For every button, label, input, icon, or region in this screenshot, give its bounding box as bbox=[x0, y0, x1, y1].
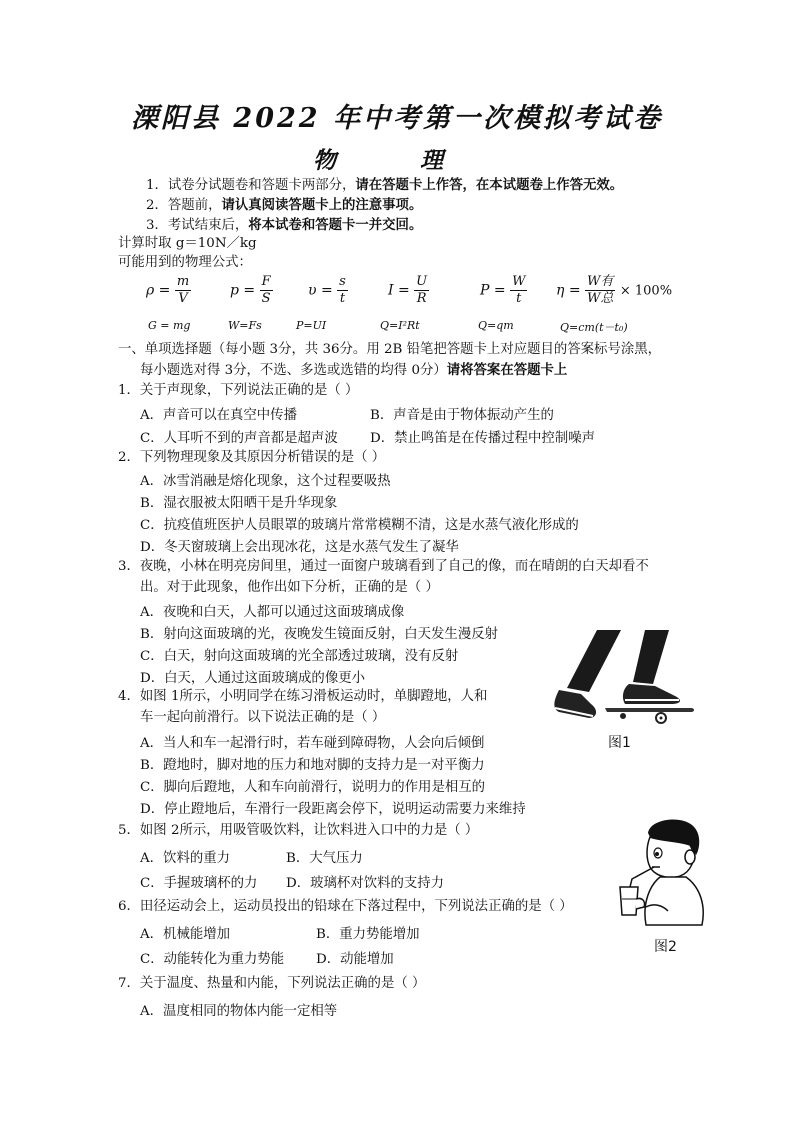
q3-option-a: A．夜晚和白天，人都可以通过这面玻璃成像 bbox=[140, 605, 405, 620]
formula-efficiency: η = $\frac{\text{W有}}{\text{W总}}$ × 100% bbox=[556, 274, 673, 306]
q2-option-b: B．湿衣服被太阳晒干是升华现象 bbox=[140, 496, 338, 511]
q3-option-b: B．射向这面玻璃的光，夜晚发生镜面反射，白天发生漫反射 bbox=[140, 627, 498, 642]
q1-option-b: B．声音是由于物体振动产生的 bbox=[370, 408, 554, 423]
formula-fuel-heat: Q=qm bbox=[478, 319, 514, 332]
q6-option-c: C．动能转化为重力势能 bbox=[140, 952, 285, 967]
q1-option-a: A．声音可以在真空中传播 bbox=[140, 408, 297, 423]
boy-drinking-illustration bbox=[610, 815, 710, 935]
question-4-stem: 4．如图 1所示，小明同学在练习滑板运动时，单脚蹬地，人和 bbox=[118, 689, 488, 704]
g-value-note: 计算时取 g＝10N／kg bbox=[118, 236, 257, 251]
question-3-stem: 3．夜晚，小林在明亮房间里，通过一面窗户玻璃看到了自己的像，而在晴朗的白天却看不 bbox=[118, 559, 649, 574]
question-4-stem-cont: 车一起向前滑行。以下说法正确的是（ ） bbox=[140, 710, 386, 725]
question-6-stem: 6．田径运动会上，运动员投出的铅球在下落过程中，下列说法正确的是（ ） bbox=[118, 899, 573, 914]
formula-specific-heat: Q=cm(t－t₀) bbox=[560, 321, 628, 334]
q4-option-d: D．停止蹬地后，车滑行一段距离会停下，说明运动需要力来维持 bbox=[140, 802, 526, 817]
question-2-stem: 2．下列物理现象及其原因分析错误的是（ ） bbox=[118, 450, 386, 465]
q1-option-d: D．禁止鸣笛是在传播过程中控制噪声 bbox=[370, 431, 595, 446]
q5-option-d: D．玻璃杯对饮料的支持力 bbox=[286, 876, 445, 891]
q4-option-c: C．脚向后蹬地，人和车向前滑行，说明力的作用是相互的 bbox=[140, 780, 486, 795]
q2-option-d: D．冬天窗玻璃上会出现冰花，这是水蒸气发生了凝华 bbox=[140, 540, 459, 555]
q4-option-a: A．当人和车一起滑行时，若车碰到障碍物，人会向后倾倒 bbox=[140, 736, 485, 751]
question-3-stem-cont: 出。对于此现象，他作出如下分析，正确的是（ ） bbox=[140, 580, 439, 595]
formula-speed: υ = $\frac{s}{t}$ bbox=[308, 274, 346, 306]
q7-option-a: A．温度相同的物体内能一定相等 bbox=[140, 1004, 338, 1019]
q6-option-d: D．动能增加 bbox=[316, 952, 394, 967]
formula-work: W=Fs bbox=[228, 319, 262, 332]
q4-option-b: B．蹬地时，脚对地的压力和地对脚的支持力是一对平衡力 bbox=[140, 758, 485, 773]
figure-2-drinking-boy bbox=[610, 815, 710, 935]
note-1: 1．试卷分试题卷和答题卡两部分，请在答题卡上作答，在本试题卷上作答无效。 bbox=[146, 177, 624, 193]
q5-option-b: B．大气压力 bbox=[286, 851, 363, 866]
figure-1-skateboard bbox=[545, 628, 695, 728]
figure-2-label: 图2 bbox=[654, 939, 677, 955]
section-1-heading: 一、单项选择题（每小题 3分，共 36分。用 2B 铅笔把答题卡上对应题目的答案标号涂黑， bbox=[118, 342, 662, 357]
formula-intro: 可能用到的物理公式： bbox=[118, 255, 252, 270]
q6-option-a: A．机械能增加 bbox=[140, 927, 231, 942]
skateboard-illustration bbox=[545, 628, 695, 728]
section-1-heading-cont: 每小题选对得 3分，不选、多选或选错的均得 0分）请将答案在答题卡上 bbox=[140, 362, 568, 378]
formula-joule-heat: Q=I²Rt bbox=[380, 319, 420, 332]
note-3: 3．考试结束后，将本试卷和答题卡一并交回。 bbox=[146, 217, 423, 233]
formula-density: ρ = $\frac{m}{V}$ bbox=[146, 274, 190, 306]
question-5-stem: 5．如图 2所示，用吸管吸饮料，让饮料进入口中的力是（ ） bbox=[118, 823, 479, 838]
q5-option-a: A．饮料的重力 bbox=[140, 851, 231, 866]
question-1-stem: 1．关于声现象，下列说法正确的是（ ） bbox=[118, 383, 359, 398]
q3-option-c: C．白天，射向这面玻璃的光全部透过玻璃，没有反射 bbox=[140, 649, 459, 664]
q5-option-c: C．手握玻璃杯的力 bbox=[140, 876, 258, 891]
question-7-stem: 7．关于温度、热量和内能，下列说法正确的是（ ） bbox=[118, 976, 426, 991]
q2-option-c: C．抗疫值班医护人员眼罩的玻璃片常常模糊不清，这是水蒸气液化形成的 bbox=[140, 518, 579, 533]
q3-option-d: D．白天，人通过这面玻璃成的像更小 bbox=[140, 671, 365, 686]
q1-option-c: C．人耳听不到的声音都是超声波 bbox=[140, 431, 338, 446]
formula-electric-power: P=UI bbox=[296, 319, 327, 332]
formula-pressure: p = $\frac{F}{S}$ bbox=[230, 274, 271, 306]
formula-power: P = $\frac{W}{t}$ bbox=[480, 274, 526, 306]
exam-title: 溧阳县 2022 年中考第一次模拟考试卷 bbox=[131, 103, 663, 134]
subject-title: 物 理 bbox=[312, 147, 481, 174]
formula-gravity: G = mg bbox=[148, 319, 191, 332]
note-2: 2．答题前，请认真阅读答题卡上的注意事项。 bbox=[146, 197, 423, 213]
q6-option-b: B．重力势能增加 bbox=[316, 927, 420, 942]
figure-1-label: 图1 bbox=[608, 735, 631, 751]
q2-option-a: A．冰雪消融是熔化现象，这个过程要吸热 bbox=[140, 474, 391, 489]
formula-current: I = $\frac{U}{R}$ bbox=[388, 274, 428, 306]
